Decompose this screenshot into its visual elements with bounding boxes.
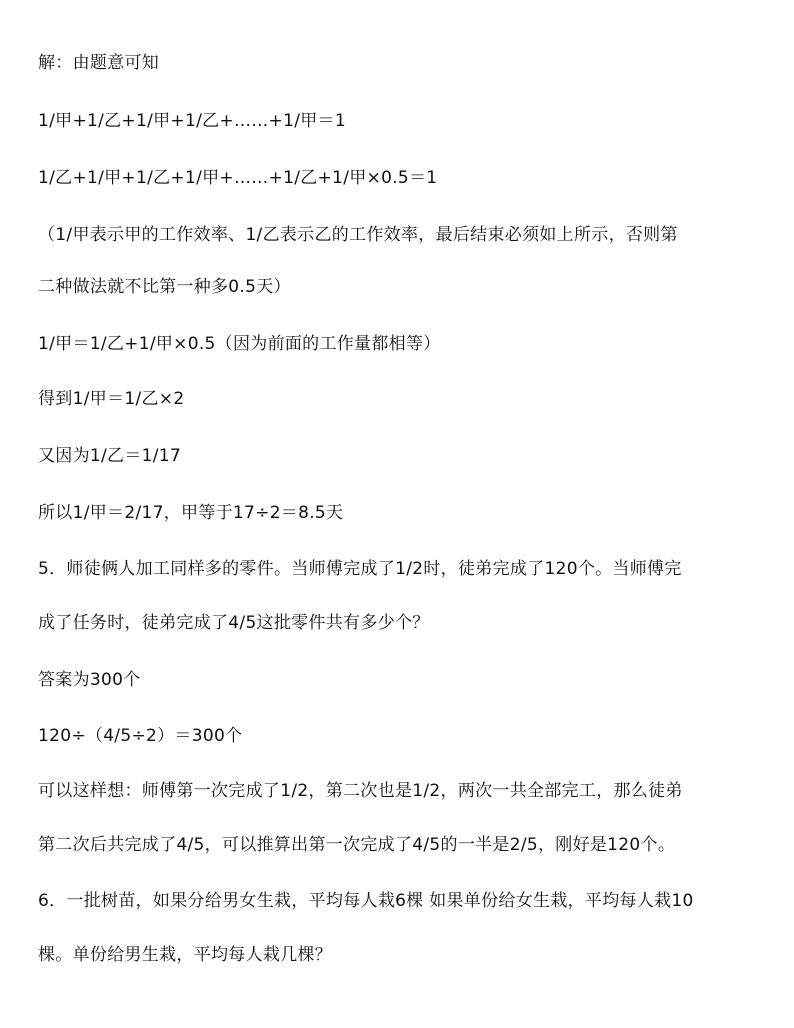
answer-5-explanation-2: 第二次后共完成了4/5，可以推算出第一次完成了4/5的一半是2/5，刚好是120个。 — [38, 835, 676, 855]
text-line-equation-2: 1/乙+1/甲+1/乙+1/甲+……+1/乙+1/甲×0.5＝1 — [38, 168, 438, 188]
text-line-equation-1: 1/甲+1/乙+1/甲+1/乙+……+1/甲＝1 — [38, 111, 346, 131]
text-line-explanation-2: 二种做法就不比第一种多0.5天） — [38, 277, 291, 297]
text-line-explanation-1: （1/甲表示甲的工作效率、1/乙表示乙的工作效率，最后结束必须如上所示，否则第 — [38, 225, 678, 245]
text-line-solution-intro: 解：由题意可知 — [38, 53, 160, 73]
text-line-result-1: 得到1/甲＝1/乙×2 — [38, 389, 185, 409]
question-5-line-2: 成了任务时，徒弟完成了4/5这批零件共有多少个？ — [38, 613, 430, 633]
text-line-equation-3: 1/甲＝1/乙+1/甲×0.5（因为前面的工作量都相等） — [38, 334, 441, 354]
answer-5-line-2: 120÷（4/5÷2）＝300个 — [38, 726, 243, 746]
question-6-line-2: 棵。单份给男生栽，平均每人栽几棵？ — [38, 945, 333, 965]
question-6-line-1: 6．一批树苗，如果分给男女生栽，平均每人栽6棵 如果单份给女生栽，平均每人栽10 — [38, 891, 694, 911]
text-line-result-2: 又因为1/乙＝1/17 — [38, 446, 182, 466]
answer-5-line-1: 答案为300个 — [38, 670, 141, 690]
text-line-result-3: 所以1/甲＝2/17，甲等于17÷2＝8.5天 — [38, 503, 344, 523]
answer-5-explanation-1: 可以这样想：师傅第一次完成了1/2，第二次也是1/2，两次一共全部完工，那么徒弟 — [38, 781, 683, 801]
question-5-line-1: 5．师徒俩人加工同样多的零件。当师傅完成了1/2时，徒弟完成了120个。当师傅完 — [38, 559, 682, 579]
